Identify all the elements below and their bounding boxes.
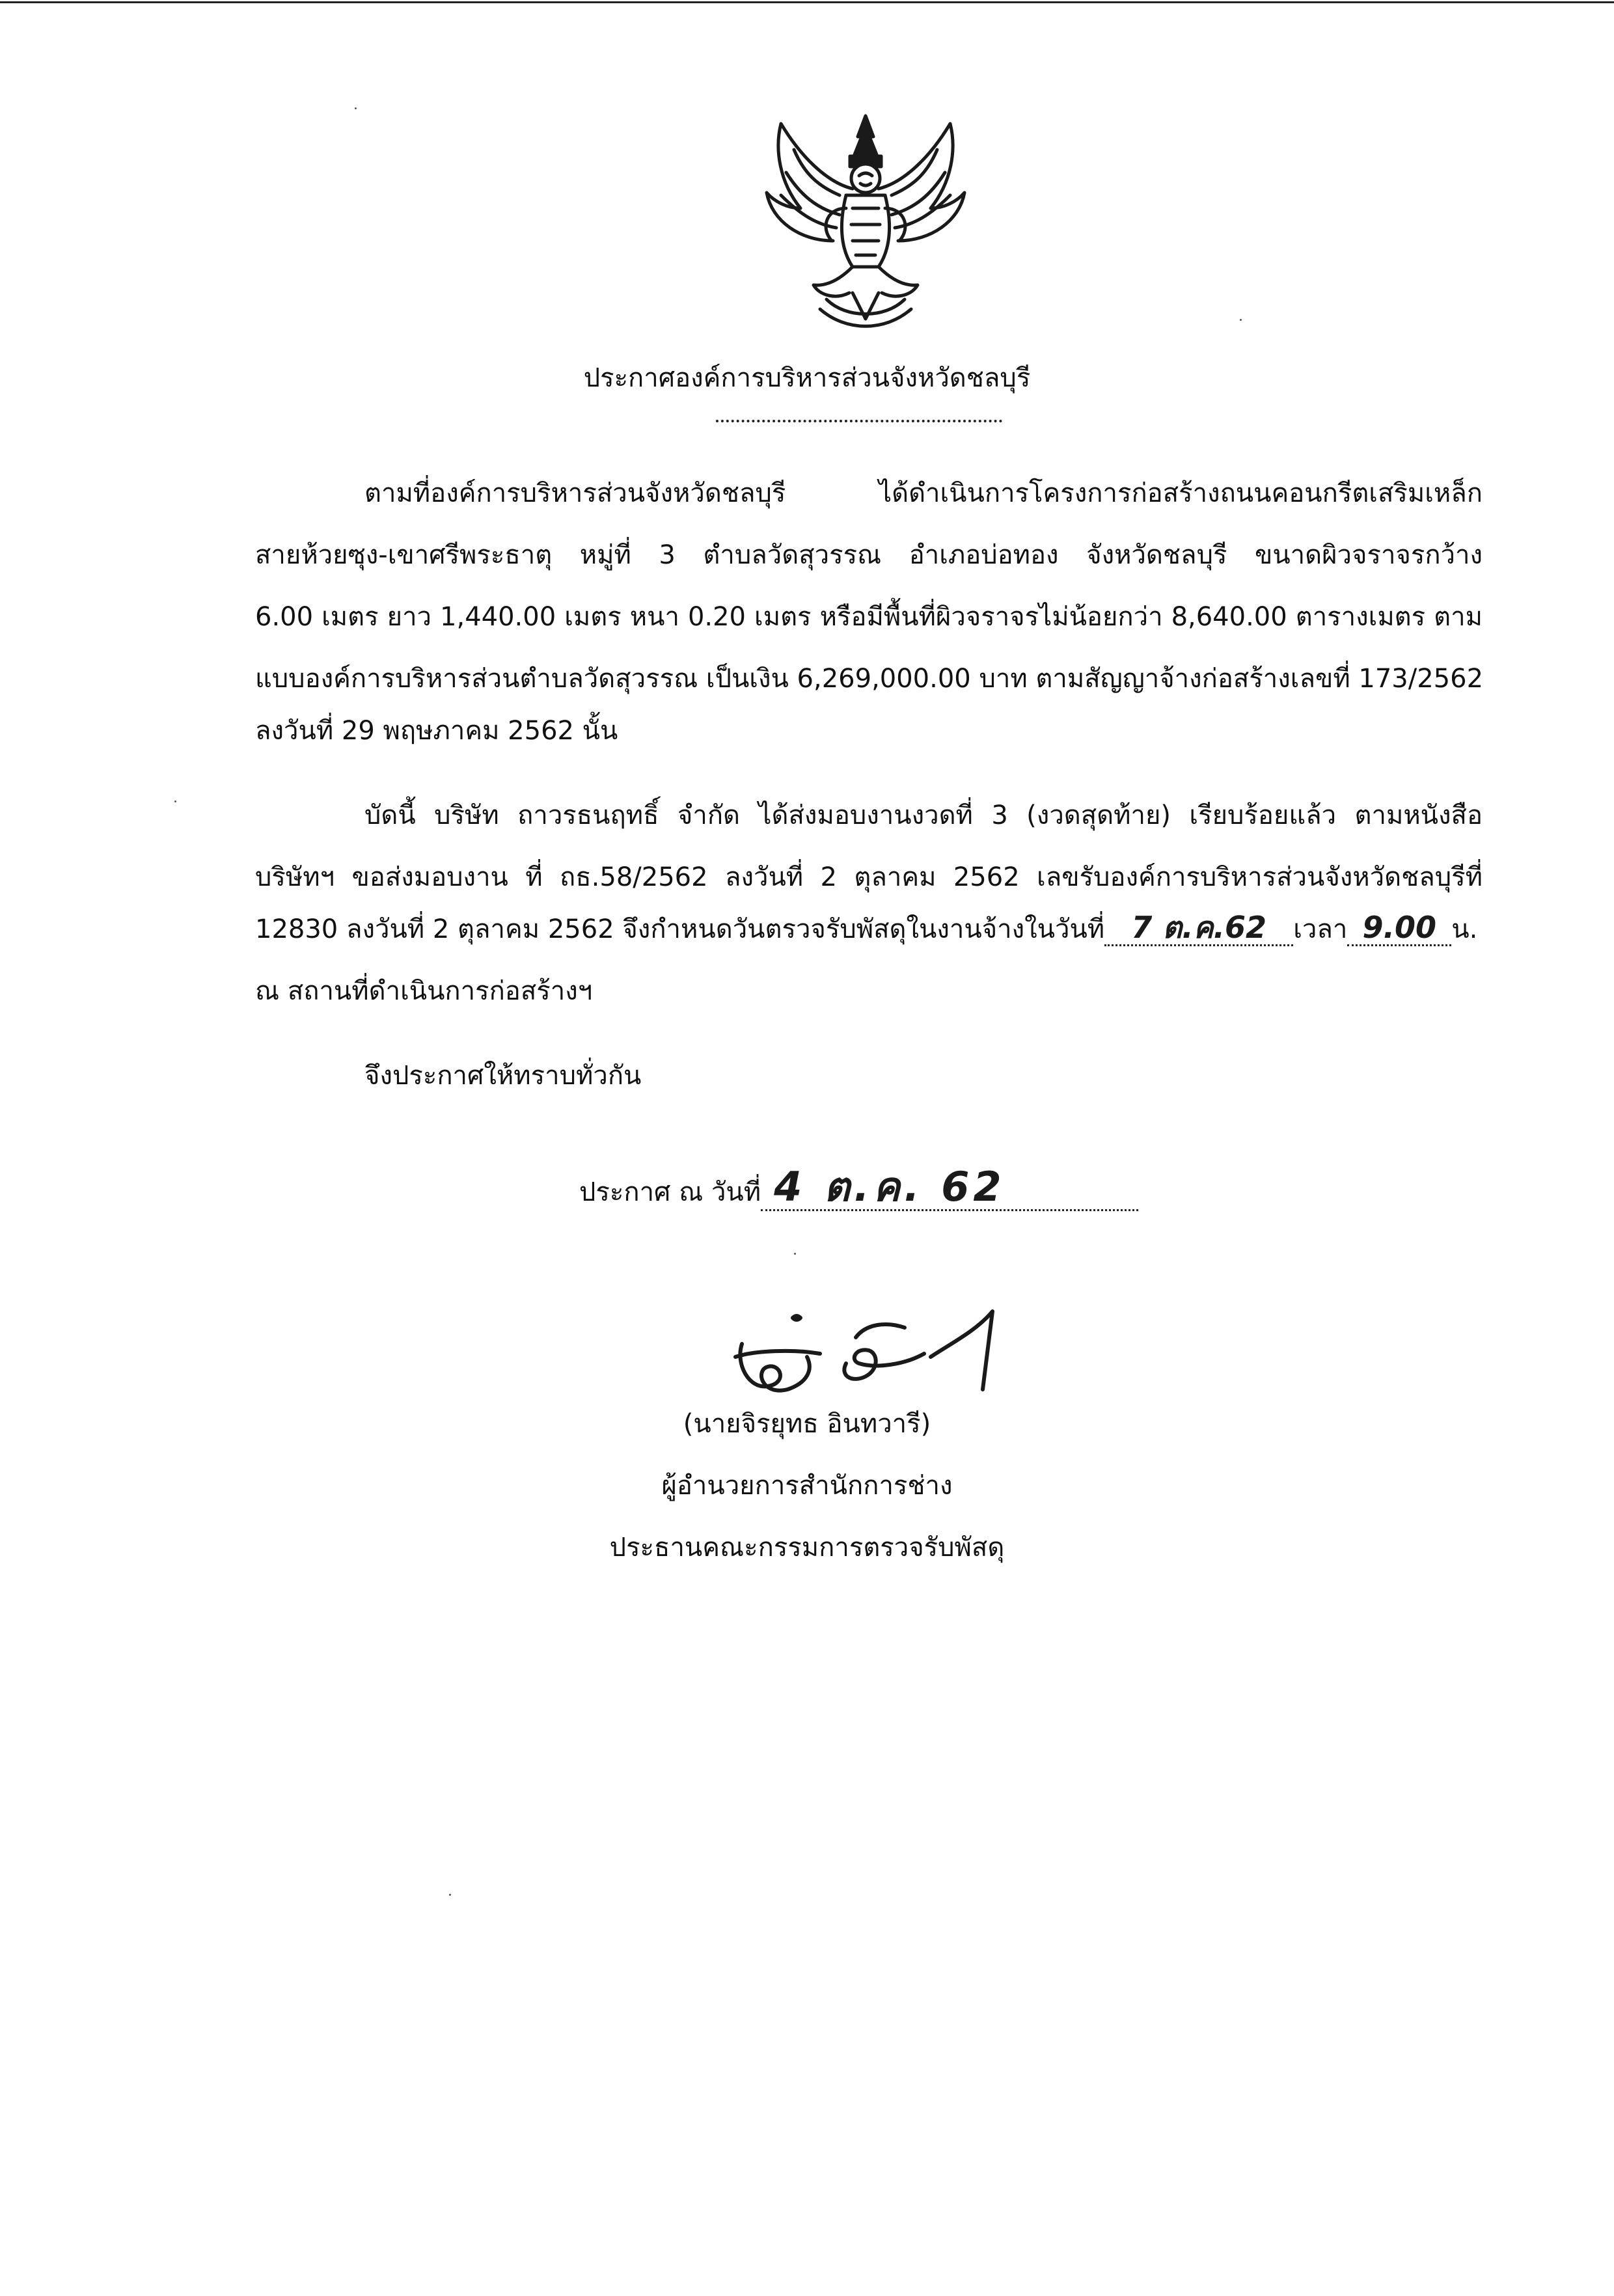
scan-speck bbox=[1240, 319, 1242, 321]
title-dotted-divider bbox=[716, 420, 1002, 422]
signatory-position-1: ผู้อำนวยการสำนักการช่าง bbox=[661, 1471, 953, 1501]
scan-top-border bbox=[0, 1, 1614, 3]
time-label: เวลา bbox=[1293, 914, 1348, 944]
time-unit: น. bbox=[1451, 914, 1478, 944]
paragraph-1-line-4: แบบองค์การบริหารส่วนตำบลวัดสุวรรณ เป็นเงิน 6,269,000.00 บาท ตามสัญญาจ้างก่อสร้างเลขที่ 173/2562 bbox=[255, 664, 1484, 694]
announcement-date-handwritten: 4 ต.ค. 62 bbox=[774, 1163, 1005, 1210]
scan-speck bbox=[794, 1253, 796, 1255]
announcement-date-line bbox=[579, 1165, 1138, 1212]
announcement-date-label: ประกาศ ณ วันที่ bbox=[579, 1177, 761, 1207]
signatory-position-2: ประธานคณะกรรมการตรวจรับพัสดุ bbox=[609, 1533, 1005, 1563]
paragraph-1-line-1: ตามที่องค์การบริหารส่วนจังหวัดชลบุรี ได้ดำเนินการโครงการก่อสร้างถนนคอนกรีตเสริมเหล็ก bbox=[364, 478, 1483, 508]
inspection-date-handwritten: 7 ต.ค.62 bbox=[1131, 910, 1266, 945]
scan-speck bbox=[174, 800, 176, 802]
signatory-name: (นายจิรยุทธ อินทวารี) bbox=[683, 1409, 931, 1439]
inspection-time-handwritten: 9.00 bbox=[1362, 910, 1437, 945]
announcement-date-field bbox=[761, 1165, 1138, 1211]
inspection-date-field bbox=[1104, 911, 1293, 946]
inspection-time-field bbox=[1347, 911, 1451, 946]
paragraph-1-line-2: สายห้วยซุง-เขาศรีพระธาตุ หมู่ที่ 3 ตำบลวัดสุวรรณ อำเภอบ่อทอง จังหวัดชลบุรี ขนาดผิวจราจรกว้าง bbox=[255, 540, 1483, 570]
paragraph-1-line-3: 6.00 เมตร ยาว 1,440.00 เมตร หนา 0.20 เมตร หรือมีพื้นที่ผิวจราจรไม่น้อยกว่า 8,640.00 ตารางเมตร ตาม bbox=[255, 602, 1483, 632]
scan-speck bbox=[355, 107, 357, 109]
paragraph-2-line-2: บริษัทฯ ขอส่งมอบงาน ที่ ถธ.58/2562 ลงวันที่ 2 ตุลาคม 2562 เลขรับองค์การบริหารส่วนจังหวัดชลบุรีที่ bbox=[255, 862, 1483, 892]
closing-statement: จึงประกาศให้ทราบทั่วกัน bbox=[364, 1061, 642, 1091]
garuda-emblem-icon bbox=[755, 111, 976, 332]
scan-speck bbox=[449, 1894, 451, 1896]
inspection-date-prefix: 12830 ลงวันที่ 2 ตุลาคม 2562 จึงกำหนดวันตรวจรับพัสดุในงานจ้างในวันที่ bbox=[255, 914, 1105, 944]
paragraph-2-line-3 bbox=[255, 908, 1483, 950]
handwritten-signature bbox=[716, 1292, 1015, 1409]
paragraph-2-line-4: ณ สถานที่ดำเนินการก่อสร้างฯ bbox=[255, 976, 593, 1006]
document-title: ประกาศองค์การบริหารส่วนจังหวัดชลบุรี bbox=[583, 363, 1031, 393]
paragraph-2-line-1: บัดนี้ บริษัท ถาวรธนฤทธิ์ จำกัด ได้ส่งมอบงานงวดที่ 3 (งวดสุดท้าย) เรียบร้อยแล้ว ตามหนังสือ bbox=[364, 800, 1483, 830]
paragraph-1-line-5: ลงวันที่ 29 พฤษภาคม 2562 นั้น bbox=[255, 716, 618, 746]
